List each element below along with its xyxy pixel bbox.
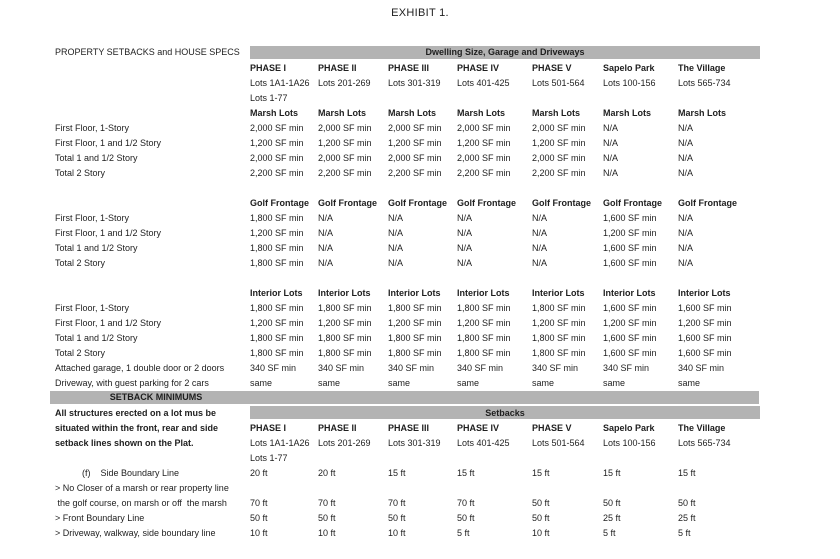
lots-range: Lots 1A1-1A26 — [250, 437, 310, 448]
row-label: Total 2 Story — [55, 347, 106, 358]
row-label: Total 2 Story — [55, 257, 106, 268]
spec-row — [0, 150, 840, 165]
value-cell: 1,800 SF min — [250, 332, 304, 343]
lot-type-header-row — [0, 285, 840, 300]
dwelling-header-row — [0, 44, 840, 60]
value-cell: N/A — [457, 242, 473, 253]
lot-type-header-row — [0, 195, 840, 210]
phase-header: PHASE III — [388, 62, 430, 73]
value-cell: 50 ft — [532, 512, 550, 523]
phase-header: PHASE II — [318, 422, 357, 433]
value-cell: 25 ft — [603, 512, 621, 523]
row-label: First Floor, 1 and 1/2 Story — [55, 137, 162, 148]
lot-type-header: Interior Lots — [318, 287, 371, 298]
lot-type-header: Interior Lots — [678, 287, 731, 298]
value-cell: 1,200 SF min — [318, 317, 372, 328]
value-cell: 1,800 SF min — [388, 332, 442, 343]
phase-header: PHASE V — [532, 422, 572, 433]
value-cell: 15 ft — [532, 467, 550, 478]
lots-range: Lots 201-269 — [318, 77, 371, 88]
value-cell: 2,000 SF min — [457, 152, 511, 163]
value-cell: 2,000 SF min — [532, 152, 586, 163]
value-cell: 1,200 SF min — [603, 227, 657, 238]
setbacks-rows-container — [0, 420, 840, 540]
row-label: Driveway, with guest parking for 2 cars — [55, 377, 209, 388]
value-cell: 1,600 SF min — [678, 302, 732, 313]
value-cell: 10 ft — [388, 527, 406, 538]
spec-row — [0, 345, 840, 360]
lots-range-row-2 — [0, 450, 840, 465]
specs-table — [0, 44, 840, 540]
lot-type-header: Marsh Lots — [250, 107, 299, 118]
value-cell: 1,800 SF min — [318, 347, 372, 358]
value-cell: 1,200 SF min — [388, 137, 442, 148]
phase-header-row — [0, 60, 840, 75]
value-cell: 340 SF min — [388, 362, 435, 373]
value-cell: 1,800 SF min — [250, 347, 304, 358]
value-cell: 1,600 SF min — [603, 242, 657, 253]
setback-row — [0, 510, 840, 525]
lot-type-header: Interior Lots — [250, 287, 303, 298]
row-label: > Front Boundary Line — [55, 512, 145, 523]
value-cell: 1,800 SF min — [457, 332, 511, 343]
value-cell: N/A — [388, 242, 404, 253]
value-cell: N/A — [457, 227, 473, 238]
value-cell: same — [678, 377, 701, 388]
value-cell: same — [457, 377, 480, 388]
lots-range: Lots 1-77 — [250, 452, 288, 463]
setbacks-intro-line-3: setback lines shown on the Plat. — [55, 437, 194, 448]
setbacks-bar-title: Setbacks — [485, 407, 525, 418]
value-cell: 70 ft — [388, 497, 406, 508]
phase-header: PHASE IV — [457, 62, 500, 73]
value-cell: 1,200 SF min — [532, 317, 586, 328]
spec-row — [0, 375, 840, 390]
value-cell: 1,200 SF min — [318, 137, 372, 148]
spec-row — [0, 210, 840, 225]
value-cell: 1,200 SF min — [250, 317, 304, 328]
value-cell: 2,200 SF min — [532, 167, 586, 178]
value-cell: 70 ft — [457, 497, 475, 508]
value-cell: same — [318, 377, 341, 388]
phase-header: PHASE I — [250, 62, 287, 73]
lot-type-header: Golf Frontage — [678, 197, 737, 208]
lots-range: Lots 1-77 — [250, 92, 288, 103]
row-label: Total 1 and 1/2 Story — [55, 152, 138, 163]
value-cell: 2,200 SF min — [318, 167, 372, 178]
phase-header: The Village — [678, 62, 726, 73]
value-cell: same — [603, 377, 626, 388]
value-cell: 1,200 SF min — [250, 227, 304, 238]
lot-type-header: Marsh Lots — [457, 107, 506, 118]
value-cell: 340 SF min — [457, 362, 504, 373]
value-cell: 1,200 SF min — [388, 317, 442, 328]
lot-type-header: Marsh Lots — [603, 107, 652, 118]
value-cell: N/A — [678, 122, 694, 133]
row-label: > Driveway, walkway, side boundary line — [55, 527, 216, 538]
row-label: Total 1 and 1/2 Story — [55, 242, 138, 253]
row-label: First Floor, 1 and 1/2 Story — [55, 227, 162, 238]
value-cell: N/A — [318, 212, 334, 223]
lot-type-header: Marsh Lots — [388, 107, 437, 118]
lots-range: Lots 401-425 — [457, 437, 510, 448]
value-cell: 1,600 SF min — [603, 347, 657, 358]
value-cell: 1,600 SF min — [603, 302, 657, 313]
value-cell: 50 ft — [250, 512, 268, 523]
value-cell: 15 ft — [457, 467, 475, 478]
value-cell: N/A — [678, 212, 694, 223]
value-cell: 340 SF min — [532, 362, 579, 373]
value-cell: same — [388, 377, 411, 388]
value-cell: 1,800 SF min — [250, 242, 304, 253]
setbacks-bar — [250, 406, 760, 419]
dwelling-section-bar — [250, 46, 760, 59]
lot-type-header: Interior Lots — [532, 287, 585, 298]
value-cell: 1,200 SF min — [250, 137, 304, 148]
lots-range: Lots 501-564 — [532, 437, 585, 448]
spacer-row — [0, 180, 840, 195]
value-cell: same — [250, 377, 273, 388]
value-cell: 20 ft — [250, 467, 268, 478]
lot-type-header: Golf Frontage — [532, 197, 591, 208]
value-cell: 2,000 SF min — [250, 152, 304, 163]
value-cell: N/A — [603, 137, 619, 148]
value-cell: 2,000 SF min — [532, 122, 586, 133]
value-cell: N/A — [678, 227, 694, 238]
value-cell: 10 ft — [250, 527, 268, 538]
lot-type-header: Marsh Lots — [678, 107, 727, 118]
value-cell: N/A — [678, 257, 694, 268]
lot-type-header: Interior Lots — [603, 287, 656, 298]
value-cell: 5 ft — [457, 527, 470, 538]
value-cell: 340 SF min — [318, 362, 365, 373]
value-cell: N/A — [678, 152, 694, 163]
setbacks-intro-line-2: situated within the front, rear and side — [55, 422, 219, 433]
lot-type-header-row — [0, 105, 840, 120]
value-cell: 50 ft — [678, 497, 696, 508]
lot-type-header: Interior Lots — [388, 287, 441, 298]
row-label: Total 2 Story — [55, 167, 106, 178]
value-cell: 1,800 SF min — [457, 302, 511, 313]
value-cell: 2,000 SF min — [318, 122, 372, 133]
value-cell: N/A — [603, 122, 619, 133]
setback-minimums-row — [0, 390, 840, 405]
row-label: the golf course, on marsh or off the marsh — [55, 497, 227, 508]
value-cell: 25 ft — [678, 512, 696, 523]
value-cell: 2,200 SF min — [250, 167, 304, 178]
value-cell: 1,800 SF min — [457, 347, 511, 358]
value-cell: N/A — [603, 167, 619, 178]
row-label: First Floor, 1 and 1/2 Story — [55, 317, 162, 328]
document-title: EXHIBIT 1. — [391, 7, 449, 19]
setbacks-intro-line-1: All structures erected on a lot mus be — [55, 407, 217, 418]
row-label: Attached garage, 1 double door or 2 doors — [55, 362, 225, 373]
lots-range: Lots 201-269 — [318, 437, 371, 448]
value-cell: N/A — [388, 257, 404, 268]
value-cell: 1,200 SF min — [457, 317, 511, 328]
lots-range: Lots 501-564 — [532, 77, 585, 88]
value-cell: N/A — [532, 212, 548, 223]
value-cell: 1,600 SF min — [603, 257, 657, 268]
dwelling-section-bar-title: Dwelling Size, Garage and Driveways — [425, 47, 585, 57]
setback-minimums-bar — [50, 391, 759, 404]
row-label: First Floor, 1-Story — [55, 302, 130, 313]
setbacks-bar-row — [0, 405, 840, 420]
spec-row — [0, 240, 840, 255]
value-cell: 1,800 SF min — [250, 212, 304, 223]
value-cell: 5 ft — [603, 527, 616, 538]
phase-header: PHASE II — [318, 62, 357, 73]
value-cell: 1,600 SF min — [678, 347, 732, 358]
value-cell: N/A — [388, 212, 404, 223]
phase-header: PHASE IV — [457, 422, 500, 433]
value-cell: N/A — [532, 242, 548, 253]
value-cell: 1,800 SF min — [532, 332, 586, 343]
value-cell: 2,000 SF min — [388, 152, 442, 163]
lots-range: Lots 100-156 — [603, 437, 656, 448]
spacer-row — [0, 270, 840, 285]
value-cell: 2,000 SF min — [318, 152, 372, 163]
lots-range-row — [0, 75, 840, 90]
lots-range-row — [0, 435, 840, 450]
phase-header: PHASE V — [532, 62, 572, 73]
phase-header: The Village — [678, 422, 726, 433]
dwelling-rows-container — [0, 60, 840, 390]
value-cell: 1,200 SF min — [532, 137, 586, 148]
spec-row — [0, 165, 840, 180]
value-cell: 340 SF min — [678, 362, 725, 373]
value-cell: N/A — [388, 227, 404, 238]
value-cell: 2,200 SF min — [457, 167, 511, 178]
setback-row — [0, 465, 840, 480]
spec-row — [0, 315, 840, 330]
spec-row — [0, 120, 840, 135]
value-cell: 15 ft — [603, 467, 621, 478]
value-cell: N/A — [457, 257, 473, 268]
value-cell: N/A — [532, 227, 548, 238]
lots-range-row-2 — [0, 90, 840, 105]
row-label: Total 1 and 1/2 Story — [55, 332, 138, 343]
value-cell: 50 ft — [318, 512, 336, 523]
phase-header: PHASE I — [250, 422, 287, 433]
value-cell: 50 ft — [388, 512, 406, 523]
lot-type-header: Marsh Lots — [318, 107, 367, 118]
value-cell: 2,000 SF min — [388, 122, 442, 133]
value-cell: 2,000 SF min — [250, 122, 304, 133]
value-cell: 15 ft — [678, 467, 696, 478]
phase-header: PHASE III — [388, 422, 430, 433]
lots-range: Lots 1A1-1A26 — [250, 77, 310, 88]
value-cell: N/A — [678, 242, 694, 253]
value-cell: N/A — [318, 227, 334, 238]
row-label: (f) Side Boundary Line — [82, 467, 180, 478]
value-cell: 1,800 SF min — [250, 302, 304, 313]
lot-type-header: Interior Lots — [457, 287, 510, 298]
value-cell: 50 ft — [457, 512, 475, 523]
value-cell: 340 SF min — [250, 362, 297, 373]
spec-row — [0, 330, 840, 345]
value-cell: 70 ft — [250, 497, 268, 508]
value-cell: 340 SF min — [603, 362, 650, 373]
value-cell: 1,800 SF min — [532, 347, 586, 358]
value-cell: 1,200 SF min — [603, 317, 657, 328]
row-label: First Floor, 1-Story — [55, 122, 130, 133]
value-cell: 1,800 SF min — [318, 332, 372, 343]
lots-range: Lots 565-734 — [678, 77, 731, 88]
value-cell: same — [532, 377, 555, 388]
setback-minimums-title: SETBACK MINIMUMS — [109, 392, 203, 402]
property-setbacks-caption: PROPERTY SETBACKS and HOUSE SPECS — [55, 47, 240, 57]
phase-header: Sapelo Park — [603, 62, 655, 73]
value-cell: 50 ft — [532, 497, 550, 508]
lot-type-header: Golf Frontage — [457, 197, 516, 208]
lots-range: Lots 301-319 — [388, 437, 441, 448]
value-cell: 1,800 SF min — [388, 347, 442, 358]
value-cell: 1,200 SF min — [457, 137, 511, 148]
value-cell: 1,800 SF min — [318, 302, 372, 313]
setback-row — [0, 525, 840, 540]
lots-range: Lots 401-425 — [457, 77, 510, 88]
value-cell: 15 ft — [388, 467, 406, 478]
lots-range: Lots 301-319 — [388, 77, 441, 88]
value-cell: 5 ft — [678, 527, 691, 538]
row-label: > No Closer of a marsh or rear property line — [55, 482, 229, 493]
value-cell: 1,600 SF min — [603, 332, 657, 343]
lot-type-header: Golf Frontage — [250, 197, 309, 208]
spec-row — [0, 135, 840, 150]
row-label: First Floor, 1-Story — [55, 212, 130, 223]
value-cell: 2,000 SF min — [457, 122, 511, 133]
phase-header: Sapelo Park — [603, 422, 655, 433]
value-cell: N/A — [678, 167, 694, 178]
spec-row — [0, 225, 840, 240]
setback-row — [0, 495, 840, 510]
value-cell: N/A — [678, 137, 694, 148]
value-cell: 1,600 SF min — [603, 212, 657, 223]
lot-type-header: Golf Frontage — [603, 197, 662, 208]
value-cell: 1,800 SF min — [532, 302, 586, 313]
value-cell: N/A — [318, 257, 334, 268]
lots-range: Lots 565-734 — [678, 437, 731, 448]
value-cell: 1,200 SF min — [678, 317, 732, 328]
lots-range: Lots 100-156 — [603, 77, 656, 88]
value-cell: 1,800 SF min — [388, 302, 442, 313]
setback-row — [0, 480, 840, 495]
value-cell: N/A — [318, 242, 334, 253]
value-cell: 10 ft — [318, 527, 336, 538]
value-cell: N/A — [603, 152, 619, 163]
value-cell: 50 ft — [603, 497, 621, 508]
value-cell: 70 ft — [318, 497, 336, 508]
value-cell: 1,800 SF min — [250, 257, 304, 268]
value-cell: N/A — [457, 212, 473, 223]
spec-row — [0, 360, 840, 375]
value-cell: 2,200 SF min — [388, 167, 442, 178]
lot-type-header: Marsh Lots — [532, 107, 581, 118]
spec-row — [0, 255, 840, 270]
value-cell: 1,600 SF min — [678, 332, 732, 343]
spec-row — [0, 300, 840, 315]
value-cell: N/A — [532, 257, 548, 268]
phase-header-row — [0, 420, 840, 435]
value-cell: 20 ft — [318, 467, 336, 478]
lot-type-header: Golf Frontage — [318, 197, 377, 208]
lot-type-header: Golf Frontage — [388, 197, 447, 208]
value-cell: 10 ft — [532, 527, 550, 538]
